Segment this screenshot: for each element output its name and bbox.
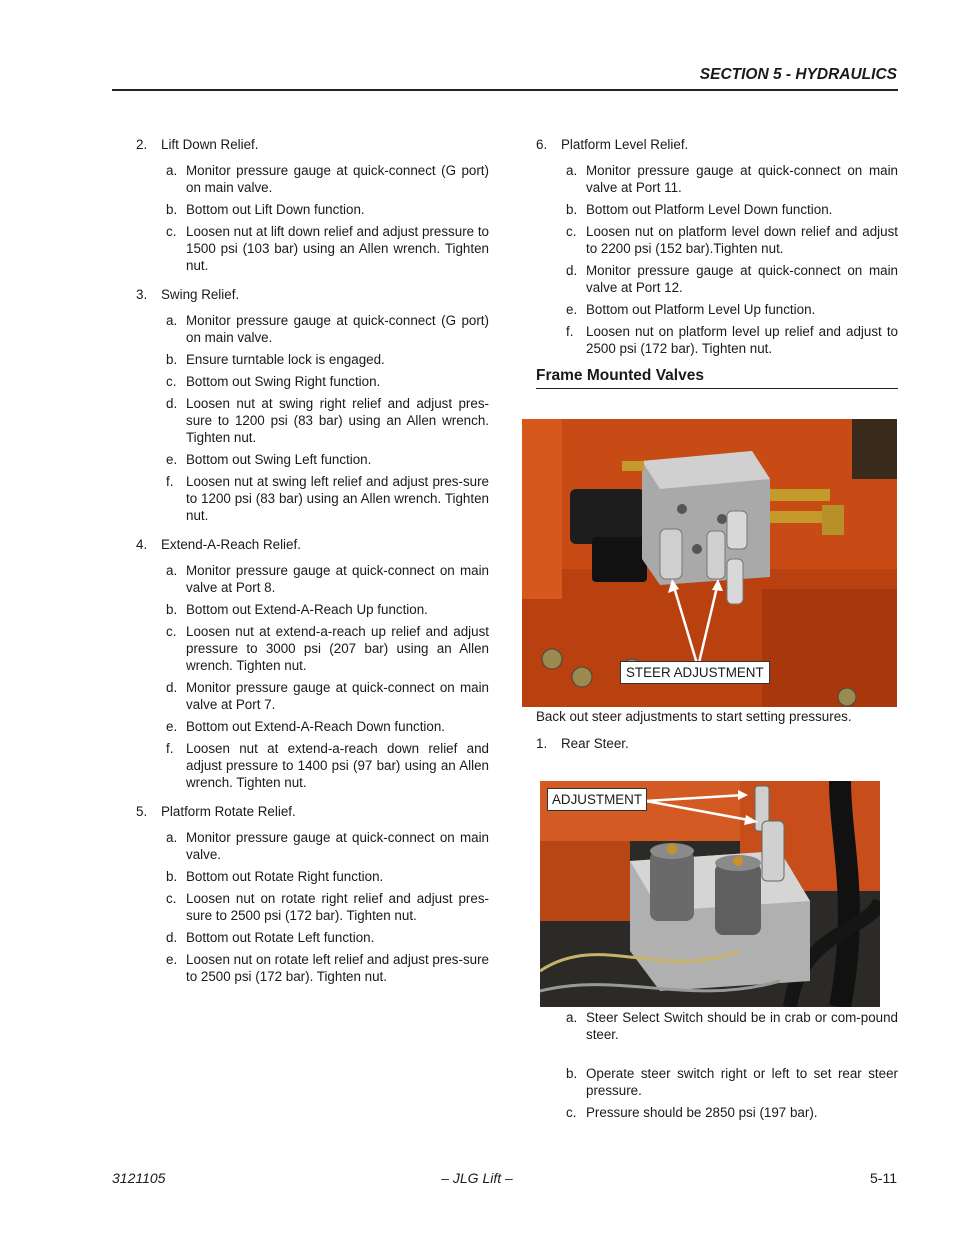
doc-number: 3121105	[112, 1170, 166, 1186]
step-title: Platform Level Relief.	[561, 137, 689, 152]
step-title: Platform Rotate Relief.	[161, 804, 296, 819]
list-item: c. Loosen nut on rotate right relief and adjust pres-sure to 2500 psi (172 bar). Tighten nut.	[166, 891, 489, 923]
list-item: c. Loosen nut on platform level down relief and adjust to 2200 psi (152 bar).Tighten nut.	[566, 224, 898, 256]
step-title: Rear Steer.	[561, 736, 629, 751]
list-item: b. Bottom out Extend-A-Reach Up function.	[166, 602, 428, 617]
list-item: c. Loosen nut at lift down relief and adjust pressure to 1500 psi (103 bar) using an Allen wrench. Tighten nut.	[166, 224, 489, 273]
list-item: f. Loosen nut on platform level up relief and adjust to 2500 psi (172 bar). Tighten nut.	[566, 324, 898, 356]
step-2	[136, 136, 489, 274]
list-item: d. Monitor pressure gauge at quick-connect on main valve at Port 12.	[566, 263, 898, 295]
list-item: d. Monitor pressure gauge at quick-connect on main valve at Port 7.	[166, 680, 489, 712]
rear-steer-items	[536, 1009, 898, 1126]
step-number: 2.	[136, 137, 148, 152]
list-item: b. Bottom out Lift Down function.	[166, 202, 365, 217]
list-item: d. Loosen nut at swing right relief and adjust pres-sure to 1200 psi (83 bar) using an Allen wrench. Tighten nut.	[166, 396, 489, 445]
photo-caption: Back out steer adjustments to start setting pressures.	[536, 709, 852, 724]
list-item: e. Bottom out Swing Left function.	[166, 452, 372, 467]
list-item: b. Bottom out Platform Level Down function.	[566, 202, 833, 217]
adjustment-callout: ADJUSTMENT	[547, 788, 647, 811]
list-item: b. Operate steer switch right or left to set rear steer pressure.	[566, 1066, 898, 1098]
list-item: a. Monitor pressure gauge at quick-connect on main valve at Port 8.	[166, 563, 489, 595]
steer-adjustment-callout: STEER ADJUSTMENT	[620, 661, 770, 684]
step-6	[536, 136, 898, 357]
step-number: 4.	[136, 537, 148, 552]
step-rear-steer	[536, 735, 898, 752]
list-item: c. Pressure should be 2850 psi (197 bar).	[566, 1105, 818, 1120]
list-item: a. Monitor pressure gauge at quick-connect (G port) on main valve.	[166, 163, 489, 195]
step-title: Extend-A-Reach Relief.	[161, 537, 301, 552]
page-number: 5-11	[870, 1170, 897, 1186]
list-item: f. Loosen nut at swing left relief and adjust pres-sure to 1200 psi (83 bar) using an Allen wrench. Tighten nut.	[166, 474, 489, 523]
right-column	[536, 136, 898, 389]
list-item: e. Bottom out Extend-A-Reach Down function.	[166, 719, 446, 734]
step-title: Swing Relief.	[161, 287, 240, 302]
step-number: 3.	[136, 287, 148, 302]
rear-steer-photo	[540, 781, 880, 1007]
step-4	[136, 536, 489, 791]
list-item: d. Bottom out Rotate Left function.	[166, 930, 375, 945]
list-item: e. Loosen nut on rotate left relief and adjust pres-sure to 2500 psi (172 bar). Tighten nut.	[166, 952, 489, 984]
step-number: 1.	[536, 736, 548, 751]
list-item: a. Monitor pressure gauge at quick-connect (G port) on main valve.	[166, 313, 489, 345]
step-number: 5.	[136, 804, 148, 819]
step-5	[136, 803, 489, 985]
list-item: e. Bottom out Platform Level Up function.	[566, 302, 816, 317]
step-number: 6.	[536, 137, 548, 152]
list-item: a. Steer Select Switch should be in crab or com-pound steer.	[566, 1010, 898, 1042]
list-item: a. Monitor pressure gauge at quick-connect on main valve at Port 11.	[566, 163, 898, 195]
list-item: c. Loosen nut at extend-a-reach up relief and adjust pressure to 3000 psi (207 bar) using an Allen wrench. Tighten nut.	[166, 624, 489, 673]
step-title: Lift Down Relief.	[161, 137, 259, 152]
footer-center: – JLG Lift –	[441, 1170, 513, 1186]
header-title: SECTION 5 - HYDRAULICS	[699, 66, 897, 83]
list-item: b. Bottom out Rotate Right function.	[166, 869, 384, 884]
list-item: b. Ensure turntable lock is engaged.	[166, 352, 385, 367]
section-heading: Frame Mounted Valves	[536, 367, 898, 389]
rear-steer-illustration	[540, 781, 880, 1007]
list-item: c. Bottom out Swing Right function.	[166, 374, 381, 389]
list-item: a. Monitor pressure gauge at quick-connect on main valve.	[166, 830, 489, 862]
list-item: f. Loosen nut at extend-a-reach down relief and adjust pressure to 1400 psi (97 bar) using an Allen wrench. Tighten nut.	[166, 741, 489, 790]
header-rule	[112, 89, 898, 91]
left-column	[136, 136, 489, 997]
step-3	[136, 286, 489, 524]
